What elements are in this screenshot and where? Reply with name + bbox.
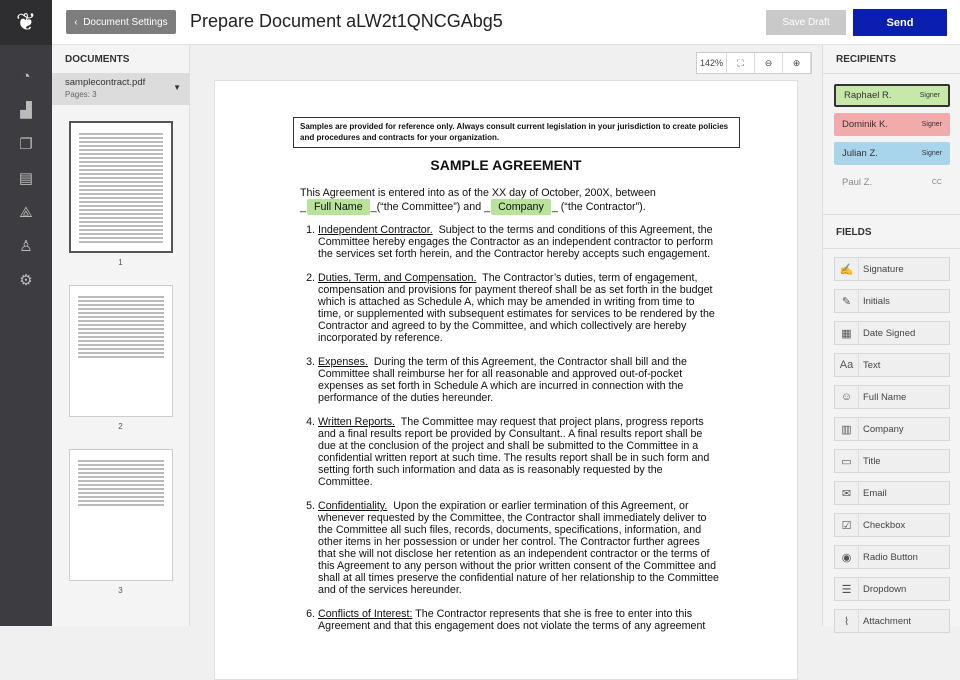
clause-text: Upon the expiration or earlier termination of this Agreement, or whenever requested by the Committee, the Contractor shall immediately deliver to the Committee all such files, records, documents, specifications, information, and other items in her possession or under her control. The Contractor further agrees that she will not disclose her retention as an independent contractor or the terms of this Agreement to any person without the prior written consent of the Committee and shall at all times preserve the confidential nature of her relationship to the Committee and of the services hereunder. (318, 500, 719, 596)
clause (318, 608, 720, 632)
pie-chart-icon[interactable]: ◔ (21, 67, 31, 85)
documents-icon[interactable]: ❐ (19, 136, 33, 153)
template-icon[interactable]: ▤ (18, 170, 34, 187)
clause-list (300, 224, 720, 644)
zoom-in-icon[interactable]: ⊕ (783, 53, 811, 73)
intro-text: (“the Committee”) and (376, 201, 482, 213)
signer-icon[interactable]: ♙ (19, 238, 33, 255)
fit-page-icon[interactable]: ⛶ (727, 53, 755, 73)
field-label: Dropdown (863, 583, 907, 595)
document-settings-button[interactable]: ‹ Document Settings (66, 10, 176, 34)
save-draft-button[interactable]: Save Draft (766, 10, 846, 35)
page-thumbnail[interactable] (69, 285, 173, 417)
recipients-heading: RECIPIENTS (836, 54, 897, 65)
nav-sidebar (0, 0, 52, 626)
envelope-icon: ✉ (835, 482, 859, 504)
zoom-out-icon[interactable]: ⊖ (755, 53, 783, 73)
gear-icon[interactable]: ⚙ (19, 272, 33, 289)
field-signature[interactable] (834, 257, 950, 281)
file-name: samplecontract.pdf (65, 77, 146, 88)
clause-text: Subject to the terms and conditions of this Agreement, the Committee hereby engages the Contractor as an independent contractor to perform the services set forth herein, and the Contractor hereby accepts such engagement. (318, 224, 714, 260)
field-title[interactable] (834, 449, 950, 473)
clause-title: Independent Contractor. (318, 224, 433, 236)
text-icon: Aa (835, 354, 859, 376)
field-text[interactable] (834, 353, 950, 377)
field-radio-button[interactable] (834, 545, 950, 569)
back-label: Document Settings (83, 16, 168, 28)
notice-box: Samples are provided for reference only. Always consult current legislation in your jurisdiction to create policies and procedures and contracts for your organization. (293, 117, 740, 148)
recipient-role: CC (931, 179, 942, 186)
clause-text: The Contractor’s duties, term of engagement, compensation and provisions for payment thereof shall be as set forth in the budget which is attached as Schedule A, which may be amended in writing from time to time, or supplemented with subsequent estimates for services to be rendered by the Contractor and agreed to by the Committee, and which collectively are hereby incorporated by reference. (318, 272, 715, 344)
field-initials[interactable] (834, 289, 950, 313)
clause (318, 500, 720, 596)
dropdown-icon: ☰ (835, 578, 859, 600)
id-card-icon: ▭ (835, 450, 859, 472)
field-date-signed[interactable] (834, 321, 950, 345)
zoom-level: 142% (697, 53, 727, 73)
clause (318, 224, 720, 260)
radio-icon: ◉ (835, 546, 859, 568)
full-name-field[interactable]: Full Name (307, 199, 370, 215)
documents-panel (52, 45, 190, 626)
field-label: Radio Button (863, 551, 918, 563)
field-label: Attachment (863, 615, 912, 627)
documents-heading: DOCUMENTS (65, 54, 130, 65)
document-heading: SAMPLE AGREEMENT (430, 157, 582, 173)
fields-heading: FIELDS (823, 215, 960, 249)
bar-chart-icon[interactable]: ▟ (20, 102, 32, 119)
field-dropdown[interactable] (834, 577, 950, 601)
building-icon: ▥ (835, 418, 859, 440)
header (52, 0, 960, 45)
calendar-icon: ▦ (835, 322, 859, 344)
clause-text: The Contractor represents that she is free to enter into this Agreement and that this engagement does not violate the terms of any agreement (318, 608, 706, 632)
clause-title: Conflicts of Interest: (318, 608, 413, 620)
recipients-section (823, 45, 960, 215)
field-label: Company (863, 423, 904, 435)
field-label: Date Signed (863, 327, 916, 339)
field-label: Initials (863, 295, 890, 307)
document-selector[interactable] (52, 73, 189, 105)
intro-paragraph: This Agreement is entered into as of the XX day of October, 200X, between _ Full Name _(“the Committee”) and _ Company _ (“the Contractor”). (300, 187, 656, 213)
initials-icon: ✎ (835, 290, 859, 312)
send-button[interactable]: Send (853, 9, 947, 36)
zoom-toolbar (696, 52, 812, 74)
clause (318, 272, 720, 344)
page-count: Pages: 3 (65, 90, 97, 99)
signature-icon: ✍ (835, 258, 859, 280)
recipient-julian-z[interactable] (834, 142, 950, 165)
recipient-dominik-k[interactable] (834, 113, 950, 136)
company-field[interactable]: Company (491, 199, 551, 215)
thumbnail-number: 1 (118, 258, 123, 267)
feather-logo-icon[interactable]: ❦ (0, 0, 52, 45)
clause-title: Expenses. (318, 356, 368, 368)
field-label: Text (863, 359, 881, 371)
recipient-name: Paul Z. (842, 177, 873, 188)
recipient-name: Julian Z. (842, 148, 878, 159)
fields-section (823, 215, 960, 633)
field-email[interactable] (834, 481, 950, 505)
right-panel (822, 45, 960, 626)
checkbox-icon: ☑ (835, 514, 859, 536)
intro-text: (“the Contractor”). (560, 201, 646, 213)
field-label: Email (863, 487, 887, 499)
clause (318, 356, 720, 404)
clause-title: Duties, Term, and Compensation. (318, 272, 477, 284)
recipient-name: Raphael R. (844, 90, 892, 101)
page-title: Prepare Document aLW2t1QNCGAbg5 (190, 11, 503, 31)
thumbnail-number: 2 (118, 422, 123, 431)
person-icon: ☺ (835, 386, 859, 408)
field-company[interactable] (834, 417, 950, 441)
field-checkbox[interactable] (834, 513, 950, 537)
page-thumbnail[interactable] (69, 449, 173, 581)
recipient-paul-z[interactable] (834, 171, 950, 194)
field-label: Title (863, 455, 881, 467)
document-viewer (190, 45, 822, 632)
recipient-raphael-r[interactable] (834, 84, 950, 107)
clause-title: Written Reports. (318, 416, 396, 428)
paperclip-icon: ⌇ (835, 610, 859, 632)
field-full-name[interactable] (834, 385, 950, 409)
recipient-role: Signer (919, 92, 940, 99)
field-label: Signature (863, 263, 904, 275)
thumbnail-number: 3 (118, 586, 123, 595)
field-label: Checkbox (863, 519, 906, 531)
recipient-role: Signer (921, 150, 942, 157)
clause-text: During the term of this Agreement, the Contractor shall bill and the Committee shall reimburse her for all reasonable and approved out-of-pocket expenses as set forth in Schedule A which are incurred in connection with the performance of the duties hereunder. (318, 356, 687, 404)
caret-down-icon[interactable]: ▼ (173, 83, 181, 92)
intro-text: This Agreement is entered into as of the XX day of October, 200X, between (300, 187, 656, 199)
page-thumbnail[interactable] (69, 121, 173, 253)
field-label: Full Name (863, 391, 907, 403)
clause-title: Confidentiality. (318, 500, 388, 512)
document-page (214, 80, 798, 680)
workflow-icon[interactable]: ⟁ (19, 203, 33, 221)
field-attachment[interactable] (834, 609, 950, 633)
clause (318, 416, 720, 488)
clause-text: The Committee may request that project plans, progress reports and a final results report be provided by Consultant.. A final results report shall be due at the conclusion of the project and shall be submitted to the Committee in a confidential written report at such time. The results report shall be in such form and setting forth such information and data as is reasonably requested by the Committee. (318, 416, 710, 488)
recipient-name: Dominik K. (842, 119, 888, 130)
recipient-role: Signer (921, 121, 942, 128)
